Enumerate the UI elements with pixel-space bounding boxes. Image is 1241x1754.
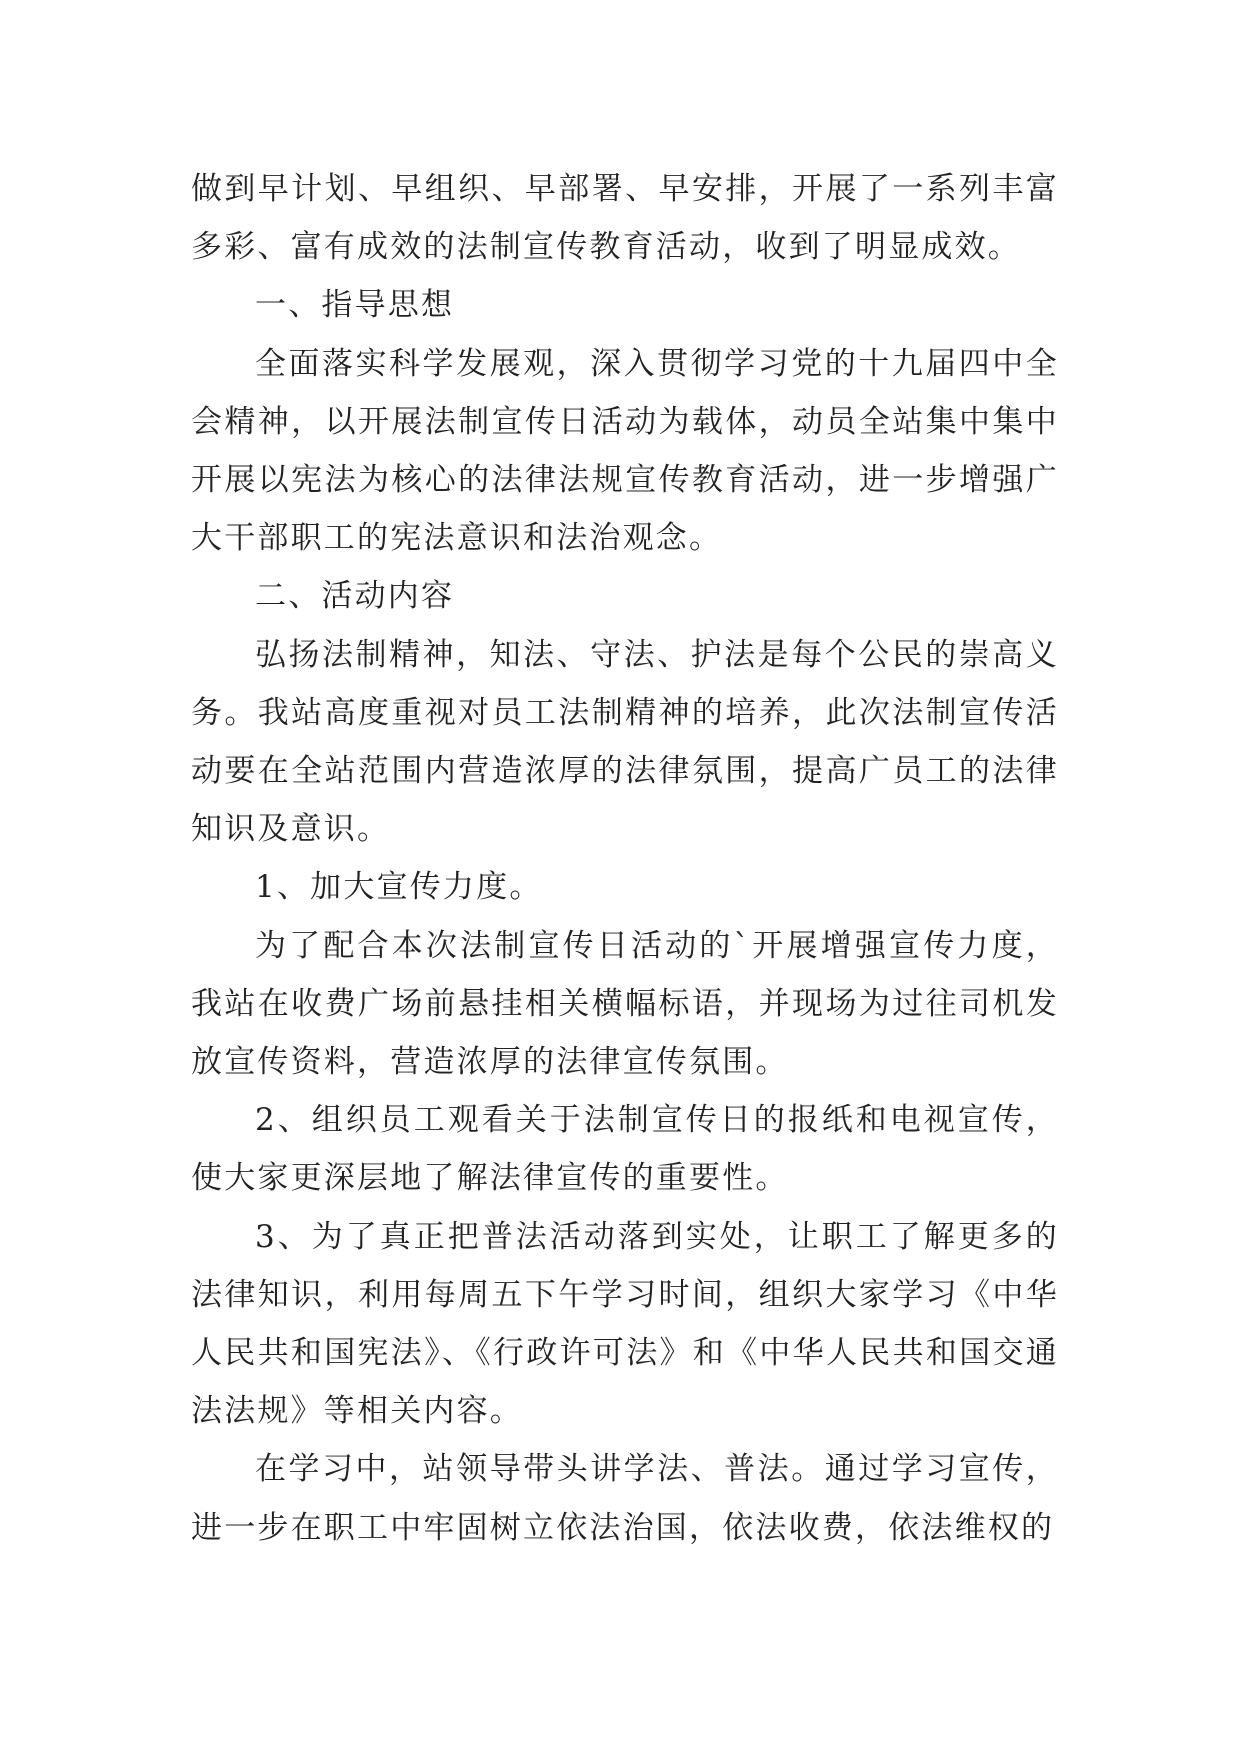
paragraph-intro-continuation: 做到早计划、早组织、早部署、早安排，开展了一系列丰富多彩、富有成效的法制宣传教育活动，收到了明显成效。 bbox=[191, 171, 1059, 266]
document-body bbox=[191, 160, 1059, 1557]
item-heading-publicity: 1、加大宣传力度。 bbox=[255, 869, 543, 906]
paragraph-activity-content: 弘扬法制精神，知法、守法、护法是每个公民的崇高义务。我站高度重视对员工法制精神的培养，此次法制宣传活动要在全站范围内营造浓厚的法律氛围，提高广员工的法律知识及意识。 bbox=[191, 636, 1059, 848]
section-heading-activity-content: 二、活动内容 bbox=[255, 578, 455, 615]
paragraph-publicity: 为了配合本次法制宣传日活动的`开展增强宣传力度，我站在收费广场前悬挂相关横幅标语，并现场为过往司机发放宣传资料，营造浓厚的法律宣传氛围。 bbox=[191, 927, 1059, 1081]
paragraph-guiding-ideology: 全面落实科学发展观，深入贯彻学习党的十九届四中全会精神，以开展法制宣传日活动为载体，动员全站集中集中开展以宪法为核心的法律法规宣传教育活动，进一步增强广大干部职工的宪法意识和法治观念。 bbox=[191, 345, 1059, 557]
section-heading-guiding-ideology: 一、指导思想 bbox=[255, 287, 455, 324]
item-watch-media: 2、组织员工观看关于法制宣传日的报纸和电视宣传，使大家更深层地了解法律宣传的重要性。 bbox=[191, 1102, 1059, 1197]
item-study-laws: 3、为了真正把普法活动落到实处，让职工了解更多的法律知识，利用每周五下午学习时间，组织大家学习《中华人民共和国宪法》、《行政许可法》和《中华人民共和国交通法法规》等相关内容。 bbox=[191, 1218, 1059, 1430]
paragraph-leadership-study: 在学习中，站领导带头讲学法、普法。通过学习宣传，进一步在职工中牢固树立依法治国，依法收费，依法维权的 bbox=[191, 1451, 1059, 1546]
